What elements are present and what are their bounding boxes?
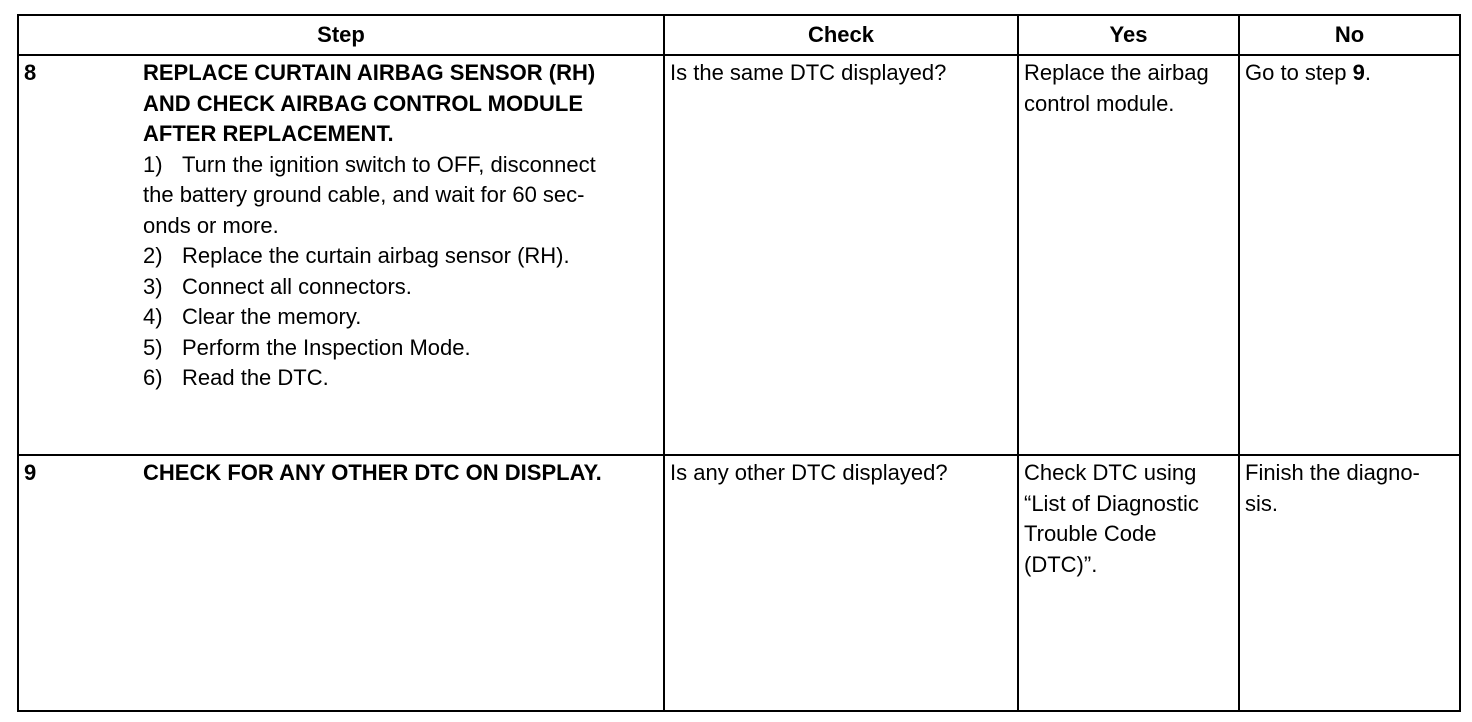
step-title-line: CHECK FOR ANY OTHER DTC ON DISPLAY.	[143, 460, 602, 485]
substep-number: 1)	[143, 151, 163, 177]
substep-text-continued: onds or more.	[143, 212, 279, 238]
yes-text-line: Replace the airbag	[1024, 60, 1209, 85]
table-header-row	[18, 15, 1460, 55]
check-cell	[664, 55, 1018, 455]
substep	[143, 272, 658, 303]
check-text: Is the same DTC displayed?	[670, 60, 947, 85]
table-row	[18, 55, 1460, 455]
substep	[143, 363, 658, 394]
diagnostic-table	[17, 14, 1461, 712]
no-text-prefix: Go to step	[1245, 60, 1353, 85]
header-yes: Yes	[1018, 15, 1239, 55]
substep-text-continued: the battery ground cable, and wait for 60 sec-	[143, 182, 585, 207]
step-reference: 9	[1352, 60, 1365, 85]
substep-text: Read the DTC.	[182, 365, 329, 390]
substep-number: 3)	[143, 273, 163, 299]
no-cell	[1239, 455, 1460, 711]
yes-text-line: “List of Diagnostic	[1024, 490, 1199, 516]
step-body	[143, 58, 658, 394]
step-body	[143, 458, 658, 489]
no-text-line: Finish the diagno-	[1245, 460, 1420, 485]
substep-number: 4)	[143, 304, 163, 329]
step-title-line: REPLACE CURTAIN AIRBAG SENSOR (RH)	[143, 60, 596, 85]
check-cell	[664, 455, 1018, 711]
step-number: 8	[24, 60, 37, 85]
step-title-line: AFTER REPLACEMENT.	[143, 121, 394, 146]
substep	[143, 241, 658, 272]
yes-cell	[1018, 55, 1239, 455]
yes-text-line: Trouble Code	[1024, 521, 1157, 546]
header-no: No	[1239, 15, 1460, 55]
substep	[143, 150, 658, 181]
step-cell	[18, 55, 664, 455]
no-text-line: sis.	[1245, 490, 1278, 516]
substep	[143, 333, 658, 364]
substep-number: 2)	[143, 243, 163, 268]
substep-number: 5)	[143, 334, 163, 360]
substep-text: Perform the Inspection Mode.	[182, 334, 471, 360]
step-cell	[18, 455, 664, 711]
substep	[143, 302, 658, 333]
header-check: Check	[664, 15, 1018, 55]
yes-text-line: (DTC)”.	[1024, 551, 1098, 577]
substep-text: Replace the curtain airbag sensor (RH).	[182, 243, 570, 268]
no-cell	[1239, 55, 1460, 455]
substep-text: Connect all connectors.	[182, 273, 412, 299]
step-number: 9	[24, 460, 37, 485]
table-row	[18, 455, 1460, 711]
substep-text: Clear the memory.	[182, 304, 362, 329]
substep-text: Turn the ignition switch to OFF, disconnect	[182, 151, 596, 177]
step-title-line: AND CHECK AIRBAG CONTROL MODULE	[143, 90, 583, 116]
no-text-suffix: .	[1364, 60, 1371, 85]
yes-text-line: control module.	[1024, 90, 1175, 116]
substep-number: 6)	[143, 365, 163, 390]
header-step: Step	[18, 15, 664, 55]
yes-cell	[1018, 455, 1239, 711]
check-text: Is any other DTC displayed?	[670, 460, 948, 485]
yes-text-line: Check DTC using	[1024, 460, 1197, 485]
